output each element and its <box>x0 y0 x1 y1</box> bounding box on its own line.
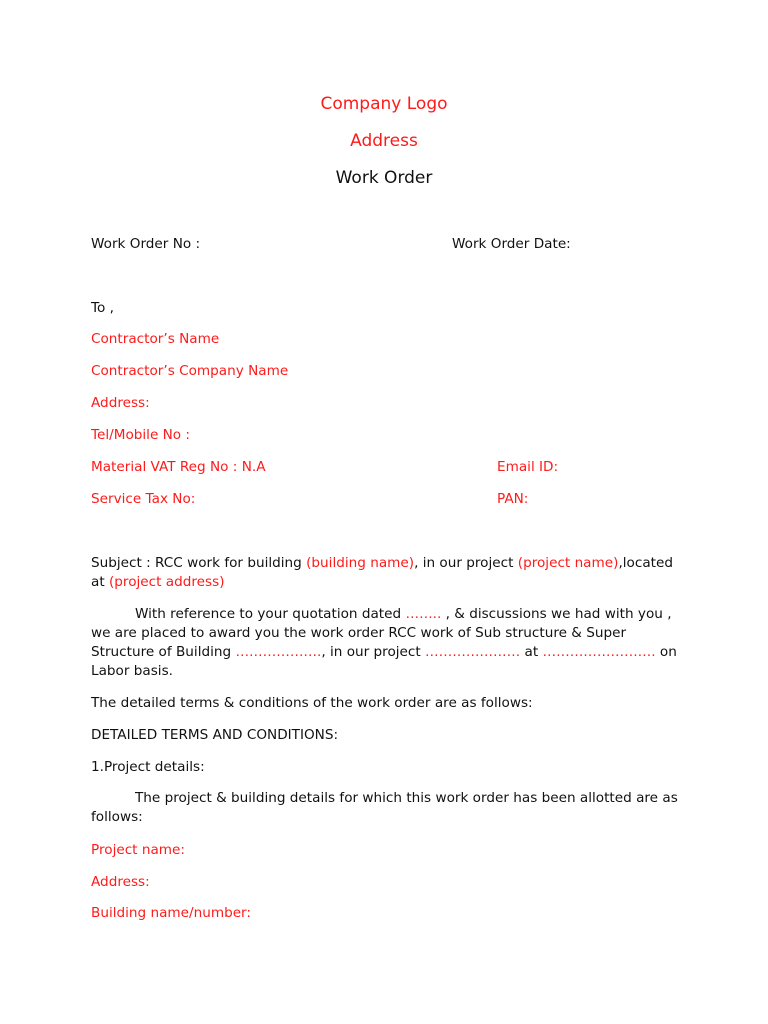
work-order-number-label: Work Order No : <box>91 236 201 252</box>
to-label: To , <box>91 300 114 316</box>
service-tax-placeholder: Service Tax No: <box>91 491 196 507</box>
subject-prefix: Subject : RCC work for building <box>91 555 307 571</box>
pan-placeholder: PAN: <box>497 491 529 507</box>
terms-intro: The detailed terms & conditions of the work order are as follows: <box>91 695 533 711</box>
reference-text-2: , & discussions we had with you , we are placed to award you the work order RCC work of Sub structure & Super Structure of Building <box>91 606 672 660</box>
section-1-text: The project & building details for which this work order has been allotted are as follows: <box>91 790 678 825</box>
project-address-field: Address: <box>91 874 150 890</box>
reference-text-1: With reference to your quotation dated <box>135 606 406 622</box>
subject-paragraph <box>91 554 681 592</box>
section-1-paragraph <box>91 789 681 827</box>
location-placeholder: ……………………. <box>542 644 656 660</box>
document-title: Work Order <box>335 168 433 188</box>
work-order-date-label: Work Order Date: <box>452 236 571 252</box>
company-address-placeholder: Address <box>350 131 418 151</box>
subject-mid: , in our project <box>414 555 518 571</box>
project-placeholder: ………………… <box>425 644 521 660</box>
vat-reg-placeholder: Material VAT Reg No : N.A <box>91 459 266 475</box>
reference-text-5: on Labor basis. <box>91 644 677 679</box>
email-placeholder: Email ID: <box>497 459 559 475</box>
project-address-placeholder: (project address) <box>108 574 225 590</box>
project-name-field: Project name: <box>91 842 185 858</box>
quotation-date-placeholder: …….. <box>405 606 442 622</box>
project-name-placeholder: (project name) <box>517 555 619 571</box>
company-logo-placeholder: Company Logo <box>320 94 448 114</box>
subject-located: ,located at <box>91 555 673 590</box>
contractor-company-placeholder: Contractor’s Company Name <box>91 363 289 379</box>
building-name-field: Building name/number: <box>91 905 251 921</box>
contractor-name-placeholder: Contractor’s Name <box>91 331 220 347</box>
building-name-placeholder: (building name) <box>306 555 415 571</box>
reference-text-3: , in our project <box>321 644 426 660</box>
building-placeholder: ………………. <box>235 644 322 660</box>
terms-heading: DETAILED TERMS AND CONDITIONS: <box>91 727 339 743</box>
contractor-address-placeholder: Address: <box>91 395 150 411</box>
reference-paragraph <box>91 605 681 681</box>
tel-mobile-placeholder: Tel/Mobile No : <box>91 427 191 443</box>
reference-text-4: at <box>520 644 543 660</box>
section-1-heading: 1.Project details: <box>91 759 205 775</box>
